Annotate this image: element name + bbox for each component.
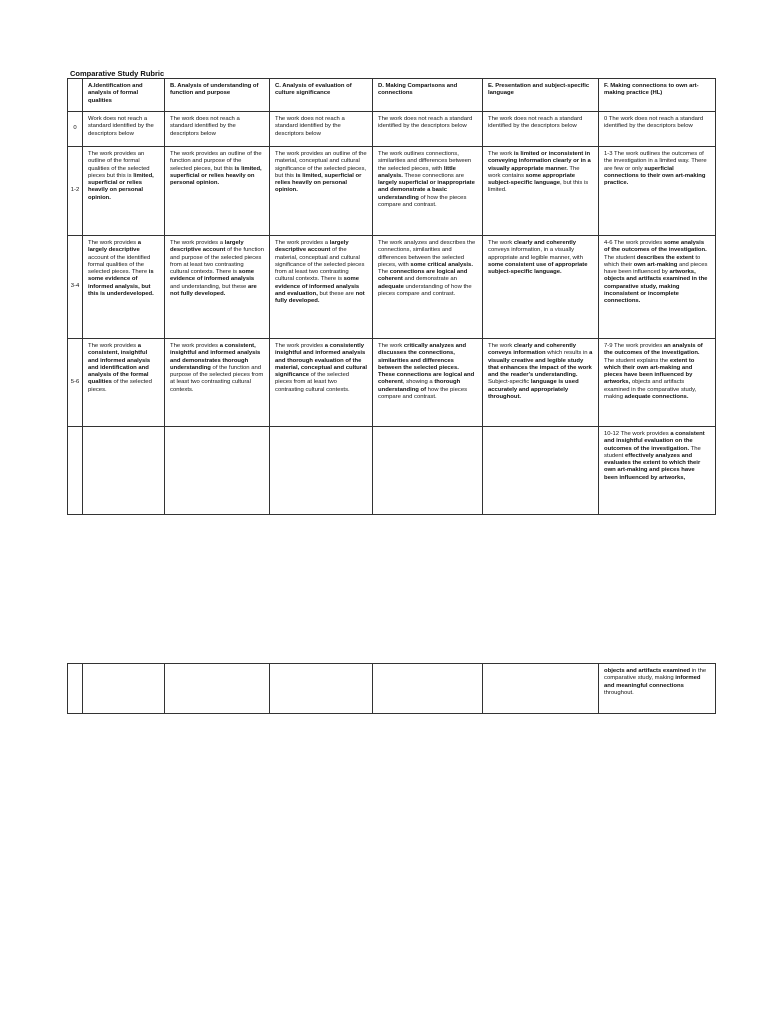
table-row xyxy=(68,427,716,515)
cell-e xyxy=(483,427,599,515)
cell-a: Work does not reach a standard identified by the descriptors below xyxy=(83,112,165,147)
header-a: A.Identification and analysis of formal qualities xyxy=(83,79,165,112)
cell-e: The work clearly and coherently conveys information which results in a visually creative and legible study that enhances the impact of the work and the reader's understanding. Subject-specific language is used accurately and appropriately throughout. xyxy=(483,339,599,427)
level-cell xyxy=(68,664,83,714)
rubric-table-continued xyxy=(67,663,716,714)
level-cell: 0 xyxy=(68,112,83,147)
level-cell: 5-6 xyxy=(68,339,83,427)
table-row xyxy=(68,112,716,147)
table-row xyxy=(68,339,716,427)
header-e: E. Presentation and subject-specific language xyxy=(483,79,599,112)
cell-a: The work provides a largely descriptive account of the identified formal qualities of the selected pieces. There is some evidence of informed analysis, but this is underdeveloped. xyxy=(83,236,165,339)
cell-d: The work outlines connections, similarities and differences between the selected pieces, with little analysis. These connections are largely superficial or inappropriate and demonstrate a basic understanding of how the pieces compare and contrast. xyxy=(373,147,483,236)
header-c: C. Analysis of evaluation of culture significance xyxy=(270,79,373,112)
table-row xyxy=(68,147,716,236)
cell-a xyxy=(83,664,165,714)
cell-e: The work is limited or inconsistent in conveying information clearly or in a visually appropriate manner. The work contains some appropriate subject-specific language, but this is limited. xyxy=(483,147,599,236)
cell-a xyxy=(83,427,165,515)
cell-f: 10-12 The work provides a consistent and insightful evaluation on the outcomes of the investigation. The student effectively analyzes and evaluates the extent to which their own art-making and pieces have been influenced by artworks, xyxy=(599,427,716,515)
cell-e xyxy=(483,664,599,714)
header-f: F. Making connections to own art-making practice (HL) xyxy=(599,79,716,112)
cell-f: objects and artifacts examined in the comparative study, making informed and meaningful connections throughout. xyxy=(599,664,716,714)
cell-d: The work analyzes and describes the connections, similarities and differences between the selected pieces, with some critical analysis. The connections are logical and coherent and demonstrate an adequate understanding of how the pieces compare and contrast. xyxy=(373,236,483,339)
header-b: B. Analysis of understanding of function and purpose xyxy=(165,79,270,112)
cell-c: The work provides an outline of the material, conceptual and cultural significance of the selected pieces, but this is limited, superficial or relies heavily on personal opinion. xyxy=(270,147,373,236)
cell-f: 1-3 The work outlines the outcomes of the investigation in a limited way. There are few or only superficial connections to their own art-making practice. xyxy=(599,147,716,236)
cell-c: The work provides a largely descriptive account of the material, conceptual and cultural significance of the selected pieces from at least two contrasting cultural contexts. There is some evidence of informed analysis and evaluation, but these are not fully developed. xyxy=(270,236,373,339)
cell-e: The work does not reach a standard identified by the descriptors below xyxy=(483,112,599,147)
cell-c: The work provides a consistently insightful and informed analysis and thorough evaluation of the material, conceptual and cultural significance of the selected pieces from at least two contrasting cultural contexts. xyxy=(270,339,373,427)
level-cell: 1-2 xyxy=(68,147,83,236)
cell-b: The work provides a largely descriptive account of the function and purpose of the selected pieces from at least two contrasting cultural contexts. There is some evidence of informed analysis and understanding, but these are not fully developed. xyxy=(165,236,270,339)
cell-d xyxy=(373,427,483,515)
cell-b: The work does not reach a standard identified by the descriptors below xyxy=(165,112,270,147)
header-row xyxy=(68,79,716,112)
cell-f: 0 The work does not reach a standard identified by the descriptors below xyxy=(599,112,716,147)
table-row xyxy=(68,236,716,339)
level-cell xyxy=(68,427,83,515)
cell-d xyxy=(373,664,483,714)
level-cell: 3-4 xyxy=(68,236,83,339)
header-d: D. Making Comparisons and connections xyxy=(373,79,483,112)
page-title: Comparative Study Rubric xyxy=(70,69,165,78)
cell-b: The work provides a consistent, insightful and informed analysis and demonstrates thorough understanding of the function and purpose of the selected pieces from at least two contrasting cultural contexts. xyxy=(165,339,270,427)
cell-c xyxy=(270,664,373,714)
cell-c: The work does not reach a standard identified by the descriptors below xyxy=(270,112,373,147)
level-header xyxy=(68,79,83,112)
cell-d: The work critically analyzes and discusses the connections, similarities and differences between the selected pieces. These connections are logical and coherent, showing a thorough understanding of how the pieces compare and contrast. xyxy=(373,339,483,427)
cell-a: The work provides an outline of the formal qualities of the selected pieces but this is limited, superficial or relies heavily on personal opinion. xyxy=(83,147,165,236)
cell-b: The work provides an outline of the function and purpose of the selected pieces, but this is limited, superficial or relies heavily on personal opinion. xyxy=(165,147,270,236)
cell-f: 4-6 The work provides some analysis of the outcomes of the investigation. The student describes the extent to which their own art-making and pieces have been influenced by artworks, objects and artifacts examined in the comparative study, making inconsistent or incomplete connections. xyxy=(599,236,716,339)
rubric-table xyxy=(67,78,716,515)
cell-d: The work does not reach a standard identified by the descriptors below xyxy=(373,112,483,147)
cell-e: The work clearly and coherently conveys information, in a visually appropriate and legible manner, with some consistent use of appropriate subject-specific language. xyxy=(483,236,599,339)
cell-b xyxy=(165,664,270,714)
cell-a: The work provides a consistent, insightful and informed analysis and identification and analysis of the formal qualities of the selected pieces. xyxy=(83,339,165,427)
cell-b xyxy=(165,427,270,515)
cell-f: 7-9 The work provides an analysis of the outcomes of the investigation. The student explains the extent to which their own art-making and pieces have been influenced by artworks, objects and artifacts examined in the comparative study, making adequate connections. xyxy=(599,339,716,427)
cell-c xyxy=(270,427,373,515)
table-row xyxy=(68,664,716,714)
